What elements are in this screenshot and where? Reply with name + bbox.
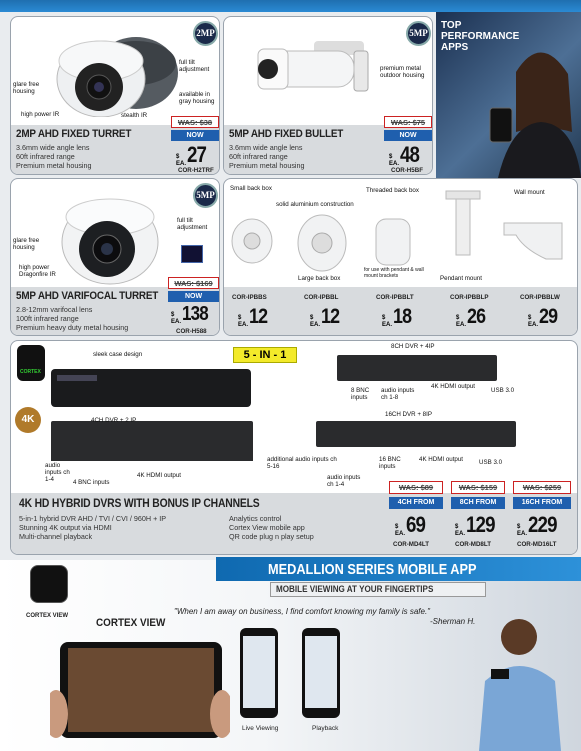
- spec-line: Premium metal housing: [229, 161, 305, 170]
- price-value: 48: [400, 142, 420, 167]
- product-2mp-turret[interactable]: [10, 16, 220, 175]
- callout: 4K HDMI output: [419, 456, 464, 463]
- price-value: 26: [467, 305, 486, 328]
- spec-line: QR code plug n play setup: [229, 532, 314, 541]
- sku: COR-IPBBS: [232, 294, 267, 301]
- callout: solid aluminium construction: [276, 201, 354, 208]
- price-value: 12: [321, 305, 340, 328]
- price: $ EA. 129: [455, 512, 495, 537]
- callout: audio inputs ch 1-4: [45, 462, 70, 483]
- price: $ EA. 48: [389, 142, 420, 167]
- price-value: 27: [187, 142, 207, 167]
- callout: high power IR: [21, 111, 60, 118]
- phone-images: [238, 628, 348, 720]
- product-title: 5MP AHD FIXED BULLET: [229, 128, 344, 140]
- cortex-view-app-icon: [30, 565, 68, 603]
- callout: full tilt adjustment: [177, 217, 208, 231]
- price: $ EA. 138: [171, 303, 208, 325]
- dvr-images: [11, 341, 578, 461]
- man-with-phone-image: [461, 611, 581, 751]
- spec-line: 2.8-12mm varifocal lens: [16, 305, 93, 314]
- price: $ EA. 229: [517, 512, 557, 537]
- price-value: 12: [249, 305, 268, 328]
- spec-line: Premium metal housing: [16, 161, 92, 170]
- callout: stealth IR: [121, 112, 148, 119]
- spec-line: 100ft infrared range: [16, 314, 79, 323]
- price: $ EA. 27: [176, 142, 207, 167]
- cortex-view-title: CORTEX VIEW: [96, 617, 166, 629]
- five-in-one-badge: 5 - IN - 1: [233, 347, 297, 363]
- sku: COR-MD16LT: [517, 541, 557, 548]
- live-viewing-label: Live Viewing: [242, 725, 279, 732]
- spec-line: Multi-channel playback: [19, 532, 93, 541]
- callout: audio inputs ch 1-8: [381, 387, 415, 401]
- top-performance-promo: [436, 12, 581, 178]
- sku: COR-H2TRF: [178, 167, 214, 174]
- quote-author: -Sherman H.: [430, 617, 476, 626]
- promo-line: APPS: [441, 42, 469, 53]
- was-price: WAS: $89: [389, 481, 443, 494]
- price-value: 129: [466, 512, 495, 537]
- sku: COR-H5BF: [391, 167, 423, 174]
- callout: 4 BNC inputs: [73, 479, 110, 486]
- callout: 8CH DVR + 4IP: [391, 343, 435, 350]
- price: $ EA. 69: [395, 512, 426, 537]
- callout: 16CH DVR + 8IP: [385, 411, 432, 418]
- playback-label: Playback: [312, 725, 339, 732]
- bullet-camera-image: [254, 31, 384, 111]
- sku: COR-IPBBLW: [520, 294, 560, 301]
- now-label: NOW: [168, 291, 219, 302]
- callout: glare free housing: [13, 237, 40, 251]
- product-5mp-bullet[interactable]: [223, 16, 433, 175]
- now-label: NOW: [384, 130, 432, 141]
- callout: sleek case design: [93, 351, 143, 358]
- was-price: WAS: $75: [384, 116, 432, 128]
- price-value: 138: [182, 303, 208, 325]
- spec-line: Stunning 4K output via HDMI: [19, 523, 112, 532]
- from-label: 8CH FROM: [451, 497, 505, 509]
- sku: COR-MD4LT: [393, 541, 429, 548]
- product-title: 5MP AHD VARIFOCAL TURRET: [16, 290, 159, 302]
- spec-line: Analytics control: [229, 514, 282, 523]
- price-value: 18: [393, 305, 412, 328]
- callout: 4CH DVR + 2 IP: [91, 417, 137, 424]
- from-label: 4CH FROM: [389, 497, 443, 509]
- price: $ EA. 12: [310, 305, 340, 328]
- was-price: WAS: $38: [171, 116, 219, 128]
- spec-line: Cortex View mobile app: [229, 523, 305, 532]
- accessories-panel: [223, 178, 578, 336]
- spec-line: 60ft infrared range: [16, 152, 75, 161]
- turret-camera-image: [41, 21, 181, 117]
- callout: 16 BNC inputs: [379, 456, 401, 470]
- callout: 8 BNC inputs: [351, 387, 370, 401]
- product-title: 2MP AHD FIXED TURRET: [16, 128, 132, 140]
- 5mp-badge: 5MP: [193, 183, 218, 208]
- callout: 4K HDMI output: [431, 383, 476, 390]
- 2mp-badge: 2MP: [193, 21, 218, 46]
- quote: "When I am away on business, I find comfort knowing my family is safe.": [174, 607, 430, 616]
- sku: COR-H588: [176, 328, 207, 335]
- was-price: WAS: $169: [168, 277, 219, 289]
- now-label: NOW: [171, 130, 219, 141]
- spec-line: 3.6mm wide angle lens: [229, 143, 303, 152]
- callout: available in gray housing: [179, 91, 215, 105]
- callout: additional audio inputs ch 5-16: [267, 456, 337, 470]
- callout: Small back box: [230, 185, 272, 192]
- callout: audio inputs ch 1-4: [327, 474, 361, 488]
- top-bar: [0, 0, 581, 12]
- spec-line: 3.6mm wide angle lens: [16, 143, 90, 152]
- was-price: WAS: $259: [513, 481, 571, 494]
- price-value: 69: [406, 512, 426, 537]
- callout: Threaded back box: [366, 187, 419, 194]
- cortex-view-icon-label: CORTEX VIEW: [26, 613, 69, 619]
- sku: COR-IPBBLT: [376, 294, 414, 301]
- dragonfire-logo: [181, 245, 203, 263]
- callout: full tilt adjustment: [179, 59, 210, 73]
- callout: premium metal outdoor housing: [380, 65, 425, 79]
- 4k-badge: 4K: [15, 407, 41, 433]
- dvr-panel[interactable]: [10, 340, 578, 555]
- callout: Large back box: [298, 275, 341, 282]
- price-value: 229: [528, 512, 557, 537]
- app-heading: MEDALLION SERIES MOBILE APP: [268, 561, 477, 578]
- from-label: 16CH FROM: [513, 497, 571, 509]
- callout: USB 3.0: [491, 387, 515, 394]
- sku: COR-IPBBL: [304, 294, 339, 301]
- 5mp-badge: 5MP: [406, 21, 431, 46]
- callout: Wall mount: [514, 189, 545, 196]
- app-subheading: MOBILE VIEWING AT YOUR FINGERTIPS: [276, 584, 434, 594]
- was-price: WAS: $159: [451, 481, 505, 494]
- price: $ EA. 26: [456, 305, 486, 328]
- spec-line: 5-in-1 hybrid DVR AHD / TVI / CVI / 960H + IP: [19, 514, 167, 523]
- price-value: 29: [539, 305, 558, 328]
- callout: glare free housing: [13, 81, 40, 95]
- tablet-image: [50, 640, 230, 740]
- callout: high power Dragonfire IR: [19, 264, 56, 278]
- price: $ EA. 18: [382, 305, 412, 328]
- product-title: 4K HD HYBRID DVRS WITH BONUS IP CHANNELS: [19, 498, 260, 510]
- product-5mp-varifocal-turret[interactable]: [10, 178, 220, 336]
- promo-line: TOP: [441, 20, 462, 31]
- callout: 4K HDMI output: [137, 472, 182, 479]
- price: $ EA. 12: [238, 305, 268, 328]
- callout: for use with pendant & wall mount brackets: [364, 267, 424, 279]
- sku: COR-MD8LT: [455, 541, 491, 548]
- callout: USB 3.0: [479, 459, 503, 466]
- promo-line: PERFORMANCE: [441, 31, 520, 42]
- callout: Pendant mount: [440, 275, 482, 282]
- price: $ EA. 29: [528, 305, 558, 328]
- cortex-app-label: CORTEX: [20, 369, 41, 375]
- spec-line: 60ft infrared range: [229, 152, 288, 161]
- promo-text: [441, 20, 519, 53]
- sku: COR-IPBBLP: [450, 294, 489, 301]
- spec-line: Premium heavy duty metal housing: [16, 323, 129, 332]
